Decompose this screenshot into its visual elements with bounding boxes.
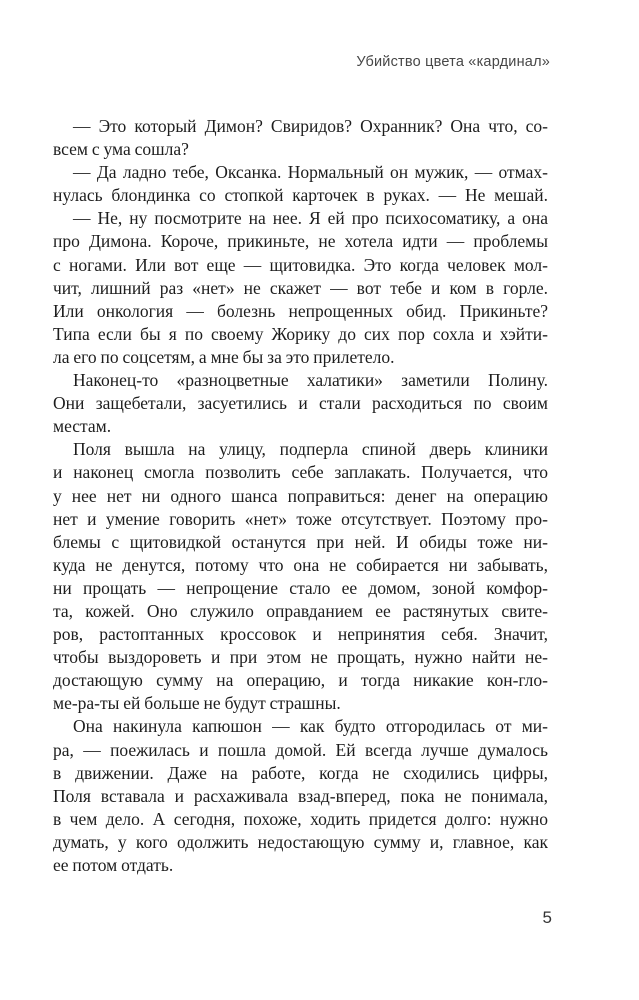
text-line: Она накинула капюшон — как будто отгородилась от ми- — [73, 716, 548, 737]
paragraph — [53, 115, 548, 161]
paragraph — [53, 438, 548, 715]
text-line: Или онкология — болезнь непрощенных обид. Прикиньте? — [53, 300, 548, 321]
text-line: нет и умение говорить «нет» тоже отсутствует. Поэтому про- — [53, 508, 548, 529]
text-line: — Не, ну посмотрите на нее. Я ей про психосоматику, а она — [73, 208, 548, 229]
running-header: Убийство цвета «кардинал» — [356, 54, 550, 70]
text-line: ра, — поежилась и пошла домой. Ей всегда лучше думалось — [53, 739, 548, 760]
text-line: в движении. Даже на работе, когда не сходились цифры, — [53, 762, 548, 783]
text-line: у нее нет ни одного шанса поправиться: денег на операцию — [53, 485, 548, 506]
text-line: Они защебетали, засуетились и стали расходиться по своим — [53, 393, 548, 414]
text-line: всем с ума сошла? — [53, 139, 189, 160]
text-line: ла его по соцсетям, а мне бы за это прилетело. — [53, 346, 395, 367]
body-text-block — [53, 115, 548, 877]
text-line: та, кожей. Оно служило оправданием ее растянутых свите- — [53, 600, 548, 621]
text-line: думать, у кого одолжить недостающую сумму и, главное, как — [53, 831, 548, 852]
text-line: — Да ладно тебе, Оксанка. Нормальный он мужик, — отмах- — [73, 162, 548, 183]
text-line: Типа если бы я по своему Жорику до сих пор сохла и хэйти- — [53, 323, 548, 344]
text-line: чтобы выздороветь и при этом не прощать, нужно найти не- — [53, 647, 548, 668]
text-line: нулась блондинка со стопкой карточек в руках. — Не мешай. — [53, 185, 548, 206]
text-line: ме-ра-ты ей больше не будут страшны. — [53, 693, 341, 714]
text-line: куда не денутся, потому что она не собирается ни забывать, — [53, 554, 548, 575]
paragraph — [53, 161, 548, 207]
text-line: достающую сумму на операцию, и тогда никакие кон-гло- — [53, 670, 548, 691]
text-line: — Это который Димон? Свиридов? Охранник? Она что, со- — [73, 116, 548, 136]
text-line: про Димона. Короче, прикиньте, не хотела идти — проблемы — [53, 231, 548, 252]
paragraph — [53, 207, 548, 369]
paragraph — [53, 715, 548, 877]
text-line: Наконец-то «разноцветные халатики» заметили Полину. — [73, 370, 548, 391]
text-line: ни прощать — непрощение стало ее домом, зоной комфор- — [53, 577, 548, 598]
text-line: с ногами. Или вот еще — щитовидка. Это когда человек мол- — [53, 254, 548, 275]
text-line: ров, растоптанных кроссовок и непринятия себя. Значит, — [53, 624, 548, 645]
text-line: ее потом отдать. — [53, 855, 174, 875]
text-line: местам. — [53, 416, 112, 437]
text-line: Поля вышла на улицу, подперла спиной дверь клиники — [73, 439, 548, 460]
text-line: блемы с щитовидкой останутся при ней. И обиды тоже ни- — [53, 531, 548, 552]
text-line: чит, лишний раз «нет» не скажет — вот тебе и ком в горле. — [53, 277, 548, 298]
text-line: Поля вставала и расхаживала взад-вперед, пока не понимала, — [53, 785, 548, 806]
paragraph — [53, 369, 548, 438]
text-line: и наконец смогла позволить себе заплакать. Получается, что — [53, 462, 548, 483]
text-line: в чем дело. А сегодня, похоже, ходить придется долго: нужно — [53, 808, 548, 829]
page-number: 5 — [542, 908, 552, 927]
